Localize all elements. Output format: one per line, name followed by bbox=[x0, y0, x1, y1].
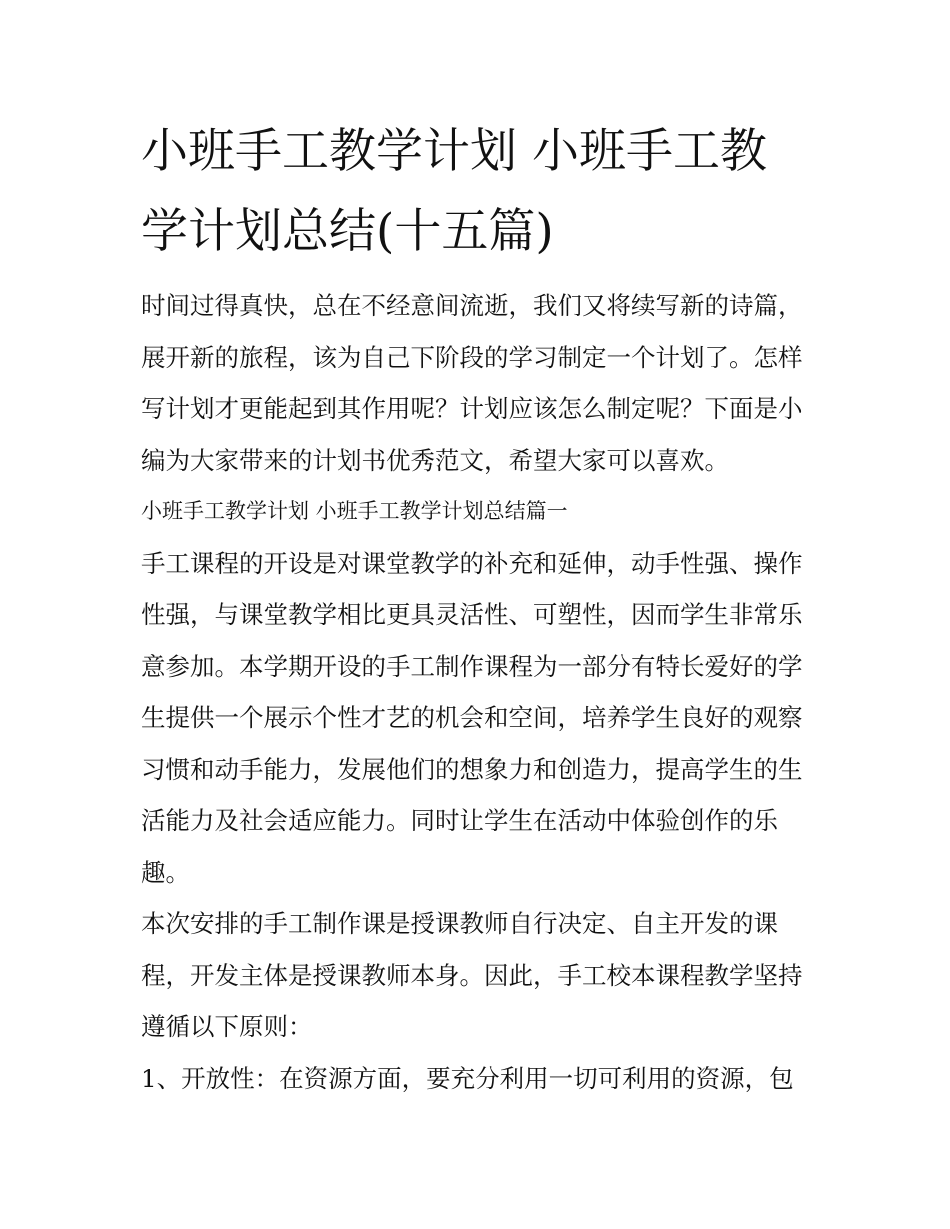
section-heading: 小班手工教学计划 小班手工教学计划总结篇一 bbox=[141, 499, 568, 523]
text-line: 程，开发主体是授课教师本身。因此，手工校本课程教学坚持 bbox=[141, 960, 803, 990]
document-title bbox=[141, 112, 821, 272]
title-line: 学计划总结(十五篇) bbox=[141, 204, 554, 259]
text-line: 性强，与课堂教学相比更具灵活性、可塑性，因而学生非常乐 bbox=[141, 600, 803, 629]
title-line: 小班手工教学计划 小班手工教 bbox=[141, 124, 767, 179]
text-line: 习惯和动手能力，发展他们的想象力和创造力，提高学生的生 bbox=[141, 754, 803, 784]
paragraph-3 bbox=[141, 1053, 821, 1105]
text-line: 遵循以下原则： bbox=[141, 1012, 313, 1041]
text-line: 活能力及社会适应能力。同时让学生在活动中体验创作的乐 bbox=[141, 806, 778, 835]
paragraph-2 bbox=[141, 898, 821, 1053]
text-line: 写计划才更能起到其作用呢？计划应该怎么制定呢？下面是小 bbox=[141, 394, 803, 423]
text-line: 意参加。本学期开设的手工制作课程为一部分有特长爱好的学 bbox=[141, 651, 803, 681]
intro-paragraph bbox=[141, 280, 821, 486]
paragraph-1 bbox=[141, 538, 821, 899]
text-line: 编为大家带来的计划书优秀范文，希望大家可以喜欢。 bbox=[141, 445, 729, 475]
text-line: 生提供一个展示个性才艺的机会和空间，培养学生良好的观察 bbox=[141, 703, 803, 732]
text-line: 本次安排的手工制作课是授课教师自行决定、自主开发的课 bbox=[141, 909, 778, 938]
text-line: 手工课程的开设是对课堂教学的补充和延伸，动手性强、操作 bbox=[141, 548, 803, 578]
text-line: 1、开放性：在资源方面，要充分利用一切可利用的资源，包 bbox=[141, 1063, 794, 1093]
text-line: 趣。 bbox=[141, 857, 190, 887]
text-line: 展开新的旅程，该为自己下阶段的学习制定一个计划了。怎样 bbox=[141, 342, 803, 372]
document-page bbox=[141, 112, 821, 1104]
text-line: 时间过得真快，总在不经意间流逝，我们又将续写新的诗篇， bbox=[141, 291, 803, 320]
